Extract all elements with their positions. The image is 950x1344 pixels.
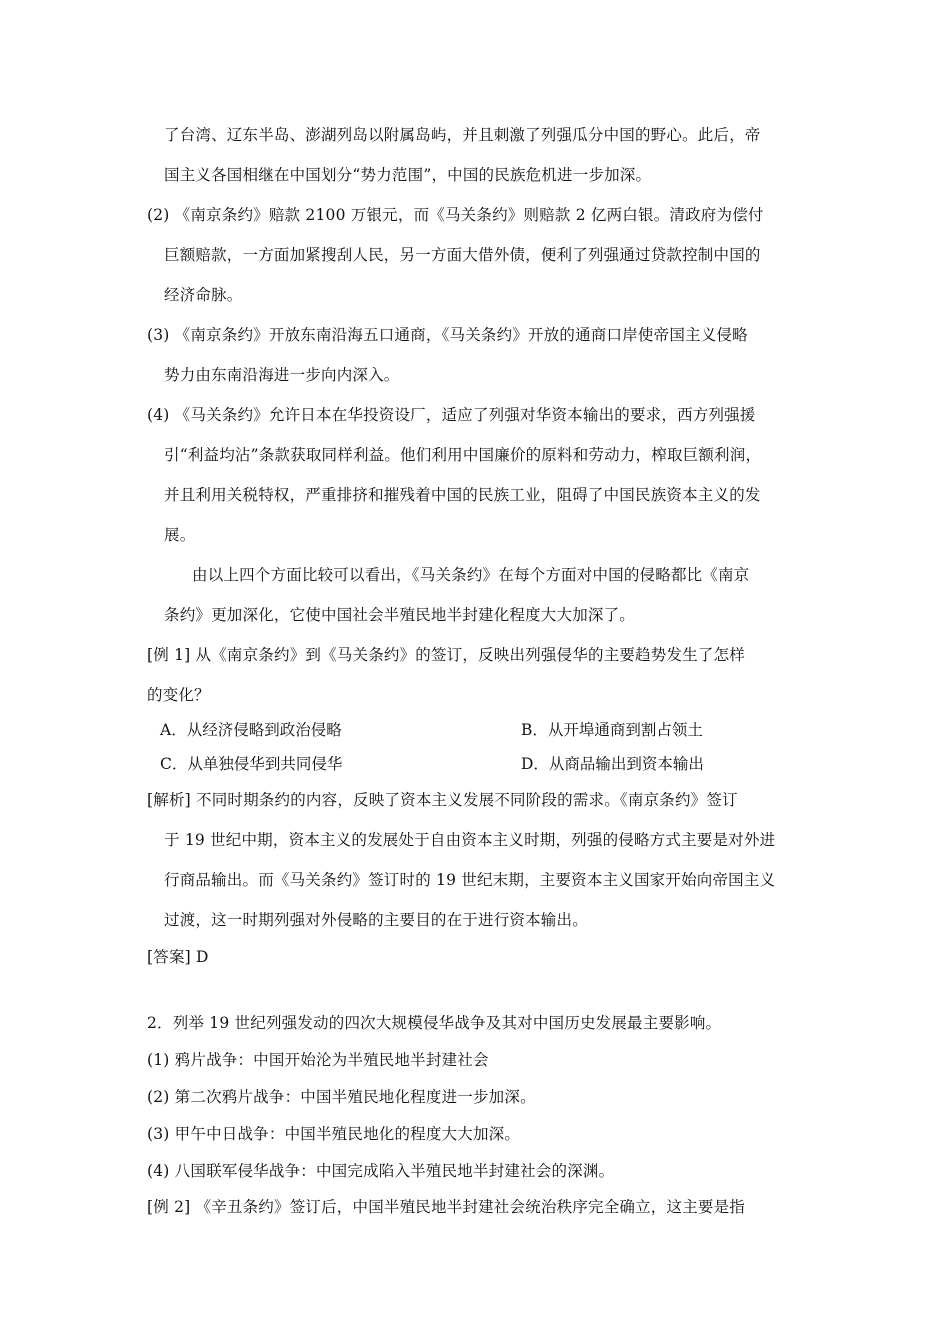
text-line: 经济命脉。 <box>164 286 243 304</box>
text-line: 并且利用关税特权，严重排挤和摧残着中国的民族工业，阻碍了中国民族资本主义的发 <box>164 486 761 504</box>
list-item: (2) 第二次鸦片战争：中国半殖民地化程度进一步加深。 <box>147 1088 536 1106</box>
list-item: (4) 《马关条约》允许日本在华投资设厂，适应了列强对华资本输出的要求，西方列强援 <box>147 406 756 424</box>
analysis-paragraph: [解析] 不同时期条约的内容，反映了资本主义发展不同阶段的需求。《南京条约》签订 <box>147 791 738 809</box>
option-c: C．从单独侵华到共同侵华 <box>160 755 343 773</box>
list-item: (1) 鸦片战争：中国开始沦为半殖民地半封建社会 <box>147 1051 489 1069</box>
text-line: 过渡，这一时期列强对外侵略的主要目的在于进行资本输出。 <box>164 911 588 929</box>
example-1-question: [例 1] 从《南京条约》到《马关条约》的签订，反映出列强侵华的主要趋势发生了怎样 <box>147 646 746 664</box>
list-item: (3) 甲午中日战争：中国半殖民地化的程度大大加深。 <box>147 1125 521 1143</box>
answer-1: [答案] D <box>147 948 209 966</box>
list-item: (2) 《南京条约》赔款 2100 万银元，而《马关条约》则赔款 2 亿两白银。清政府为偿付 <box>147 206 764 224</box>
text-line: 展。 <box>164 526 196 544</box>
option-b: B．从开埠通商到割占领土 <box>521 721 703 739</box>
text-line: 的变化？ <box>147 686 210 704</box>
text-line: 了台湾、辽东半岛、澎湖列岛以附属岛屿，并且刺激了列强瓜分中国的野心。此后，帝 <box>164 126 761 144</box>
list-item: (3) 《南京条约》开放东南沿海五口通商，《马关条约》开放的通商口岸使帝国主义侵略 <box>147 326 748 344</box>
text-line: 于 19 世纪中期，资本主义的发展处于自由资本主义时期，列强的侵略方式主要是对外进 <box>164 831 776 849</box>
option-d: D．从商品输出到资本输出 <box>521 755 704 773</box>
text-line: 国主义各国相继在中国划分“势力范围”，中国的民族危机进一步加深。 <box>164 166 652 184</box>
summary-paragraph: 由以上四个方面比较可以看出，《马关条约》在每个方面对中国的侵略都比《南京 <box>192 566 750 584</box>
text-line: 引“利益均沾”条款获取同样利益。他们利用中国廉价的原料和劳动力，榨取巨额利润， <box>164 446 762 464</box>
text-line: 条约》更加深化，它使中国社会半殖民地半封建化程度大大加深了。 <box>164 606 636 624</box>
text-line: 巨额赔款，一方面加紧搜刮人民，另一方面大借外债，便利了列强通过贷款控制中国的 <box>164 246 761 264</box>
section-2-title: 2．列举 19 世纪列强发动的四次大规模侵华战争及其对中国历史发展最主要影响。 <box>147 1014 722 1032</box>
text-line: 势力由东南沿海进一步向内深入。 <box>164 366 400 384</box>
list-item: (4) 八国联军侵华战争：中国完成陷入半殖民地半封建社会的深渊。 <box>147 1162 615 1180</box>
text-line: 行商品输出。而《马关条约》签订时的 19 世纪末期，主要资本主义国家开始向帝国主义 <box>164 871 776 889</box>
option-a: A．从经济侵略到政治侵略 <box>160 721 342 739</box>
example-2-question: [例 2] 《辛丑条约》签订后，中国半殖民地半封建社会统治秩序完全确立，这主要是指 <box>147 1198 746 1216</box>
